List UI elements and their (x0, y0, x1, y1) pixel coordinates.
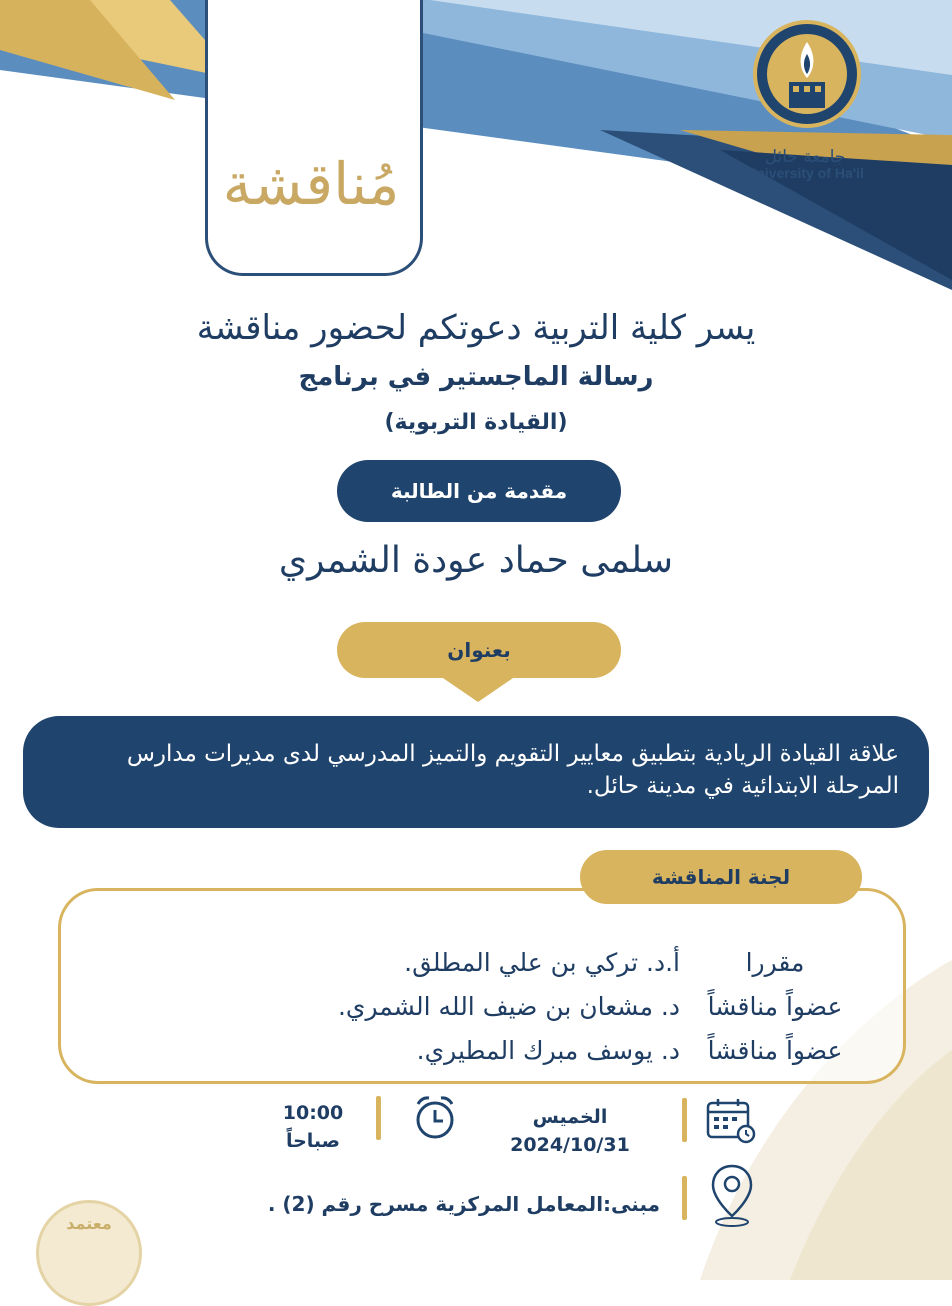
committee-member: د. يوسف مبرك المطيري. (416, 1036, 680, 1065)
divider (682, 1176, 687, 1220)
logo-english-name: University of Ha'il (746, 165, 864, 181)
university-logo-icon (752, 12, 862, 142)
thesis-label-pointer (440, 676, 516, 702)
event-location: مبنى:المعامل المركزية مسرح رقم (2) . (267, 1192, 660, 1216)
thesis-title-label: بعنوان (337, 622, 621, 678)
discussion-badge-word: مُناقشة (222, 150, 400, 218)
committee-row (180, 948, 860, 977)
event-period: صباحاً (285, 1130, 341, 1152)
program-name: (القيادة التربوية) (384, 410, 568, 435)
presented-by-label: مقدمة من الطالبة (337, 460, 621, 522)
thesis-title: علاقة القيادة الريادية بتطبيق معايير التقويم والتميز المدرسي لدى مديرات مدارس المرحلة الابتدائية في مدينة حائل. (23, 716, 929, 828)
invitation-line-1: يسر كلية التربية دعوتكم لحضور مناقشة (196, 308, 756, 348)
invitation-line-2: رسالة الماجستير في برنامج (298, 362, 654, 392)
committee-role: مقررا (745, 948, 805, 977)
committee-member: أ.د. تركي بن علي المطلق. (404, 948, 680, 977)
committee-row (180, 1036, 860, 1065)
discussion-badge-panel (205, 0, 423, 276)
alarm-clock-icon (412, 1094, 458, 1142)
event-day: الخميس (532, 1106, 608, 1128)
committee-row (180, 992, 860, 1021)
committee-role: عضواً مناقشاً (707, 1036, 843, 1065)
divider (376, 1096, 381, 1140)
logo-arabic-name: جامعة حائل (764, 147, 846, 167)
event-time: 10:00 (282, 1102, 344, 1124)
committee-member: د. مشعان بن ضيف الله الشمري. (337, 992, 680, 1021)
accreditation-seal-text: معتمد (66, 1214, 112, 1233)
committee-label: لجنة المناقشة (580, 850, 862, 904)
divider (682, 1098, 687, 1142)
calendar-icon (706, 1098, 756, 1144)
student-name: سلمى حماد عودة الشمري (278, 540, 674, 581)
location-pin-icon (708, 1162, 756, 1230)
committee-role: عضواً مناقشاً (707, 992, 843, 1021)
event-date: 2024/10/31 (510, 1134, 630, 1156)
